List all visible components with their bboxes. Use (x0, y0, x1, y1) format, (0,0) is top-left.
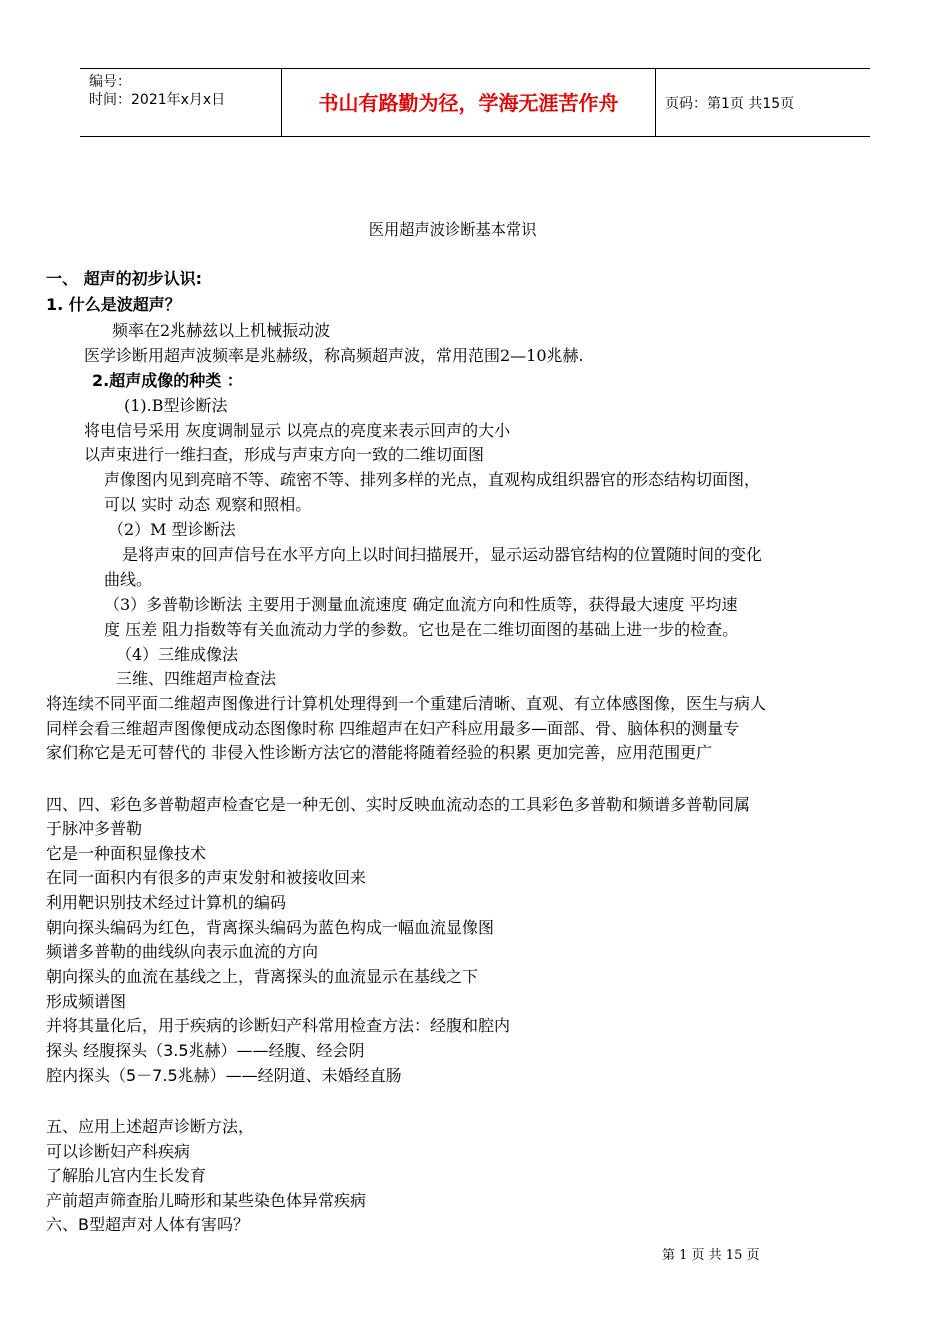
body-line: 它是一种面积显像技术 (46, 844, 207, 863)
body-line: 曲线。 (104, 570, 153, 589)
body-line: 朝向探头的血流在基线之上，背离探头的血流显示在基线之下 (46, 967, 479, 986)
page-info: 页码：第1页 共15页 (665, 96, 795, 112)
body-line: (1).B型诊断法 (124, 396, 228, 415)
body-line: 于脉冲多普勒 (46, 819, 143, 838)
body-line: （2）M 型诊断法 (108, 520, 236, 539)
header-table (80, 68, 870, 137)
body-line: 医学诊断用超声波频率是兆赫级，称高频超声波，常用范围2—10兆赫. (84, 346, 584, 365)
section-heading: 六、B型超声对人体有害吗？ (46, 1215, 249, 1234)
body-line: 将连续不同平面二维超声图像进行计算机处理得到一个重建后清晰、直观、有立体感图像，医生与病人 (46, 694, 767, 713)
body-line: 朝向探头编码为红色，背离探头编码为蓝色构成一幅血流显像图 (46, 918, 495, 937)
body-line: （4）三维成像法 (116, 645, 239, 664)
header-page-cell (656, 69, 870, 136)
body-line: 是将声束的回声信号在水平方向上以时间扫描展开，显示运动器官结构的位置随时间的变化 (122, 545, 763, 564)
document-title: 医用超声波诊断基本常识 (368, 220, 537, 239)
body-line: 了解胎儿宫内生长发育 (46, 1166, 207, 1185)
body-line: 腔内探头（5－7.5兆赫）——经阴道、未婚经直肠 (46, 1066, 402, 1085)
section-heading: 三维、四维超声检查法 (116, 669, 277, 688)
section-heading: 四、四、彩色多普勒超声检查它是一种无创、实时反映血流动态的工具彩色多普勒和频谱多普勒同属 (46, 795, 751, 814)
body-line: 频率在2兆赫兹以上机械振动波 (112, 321, 331, 340)
body-line: 可以诊断妇产科疾病 (46, 1142, 191, 1161)
body-line: 以声束进行一维扫查，形成与声束方向一致的二维切面图 (84, 445, 485, 464)
body-line: 度 压差 阻力指数等有关血流动力学的参数。它也是在二维切面图的基础上进一步的检查。 (104, 620, 739, 639)
header-info-cell (80, 69, 282, 136)
body-line: 探头 经腹探头（3.5兆赫）——经腹、经会阴 (46, 1041, 365, 1060)
body-line: （3）多普勒诊断法 主要用于测量血流速度 确定血流方向和性质等，获得最大速度 平均速 (104, 595, 738, 614)
subsection-heading: 2.超声成像的种类 ： (92, 371, 243, 390)
body-line: 利用靶识别技术经过计算机的编码 (46, 893, 287, 912)
header-motto-cell (282, 69, 656, 136)
section-heading: 五、应用上述超声诊断方法， (46, 1117, 255, 1136)
body-line: 将电信号采用 灰度调制显示 以亮点的亮度来表示回声的大小 (84, 421, 511, 440)
number-label: 编号： (89, 74, 131, 90)
section-heading: 一、 超声的初步认识: (46, 269, 202, 288)
body-line: 同样会看三维超声图像便成动态图像时称 四维超声在妇产科应用最多—面部、骨、脑体积的测量专 (46, 719, 740, 738)
body-line: 声像图内见到亮暗不等、疏密不等、排列多样的光点，直观构成组织器官的形态结构切面图， (104, 470, 761, 489)
body-line: 在同一面积内有很多的声束发射和被接收回来 (46, 868, 367, 887)
body-line: 产前超声筛查胎儿畸形和某些染色体异常疾病 (46, 1191, 367, 1210)
body-line: 家们称它是无可替代的 非侵入性诊断方法它的潜能将随着经验的积累 更加完善，应用范围更广 (46, 743, 713, 762)
body-line: 形成频谱图 (46, 992, 127, 1011)
subsection-heading: 1. 什么是波超声？ (46, 295, 181, 314)
page-footer: 第 1 页 共 15 页 (662, 1248, 760, 1263)
motto-text: 书山有路勤为径，学海无涯苦作舟 (318, 91, 619, 115)
body-line: 频谱多普勒的曲线纵向表示血流的方向 (46, 942, 319, 961)
body-line: 并将其量化后，用于疾病的诊断妇产科常用检查方法：经腹和腔内 (46, 1016, 511, 1035)
body-line: 可以 实时 动态 观察和照相。 (104, 495, 312, 514)
date-label: 时间：2021年x月x日 (89, 92, 226, 108)
